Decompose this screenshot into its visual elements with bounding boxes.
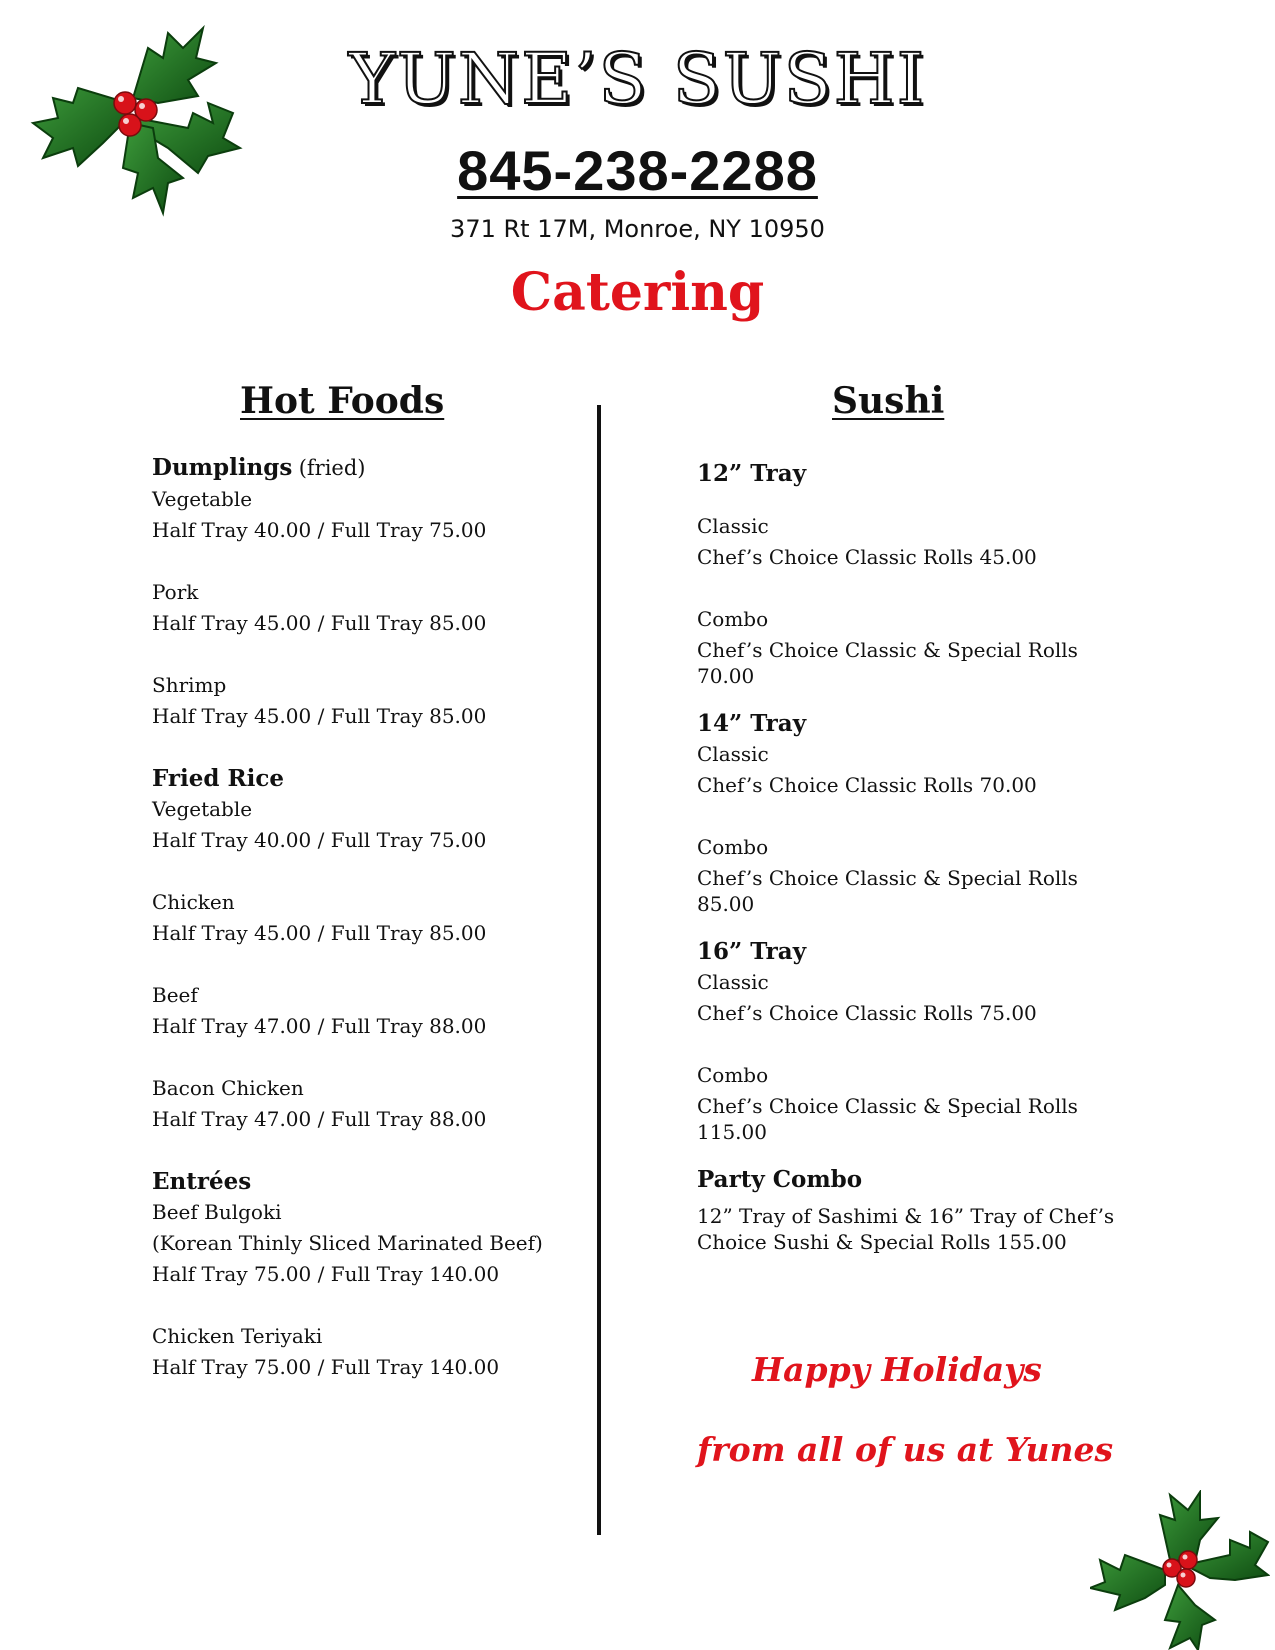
entrees-section: [152, 1166, 572, 1383]
section-note: (fried): [298, 456, 366, 480]
item-price: Half Tray 40.00 / Full Tray 75.00: [152, 828, 487, 852]
item-price: Half Tray 47.00 / Full Tray 88.00: [152, 1107, 487, 1131]
section-title: Dumplings: [152, 454, 293, 481]
combo-description: Chef’s Choice Classic & Special Rolls: [697, 1094, 1078, 1118]
sushi-heading: Sushi: [832, 380, 945, 422]
combo-price: 115.00: [697, 1120, 767, 1144]
tray-16-section: [697, 936, 1147, 1142]
tray-14-section: [697, 708, 1147, 914]
section-title: Entrées: [152, 1168, 252, 1195]
item-price: Half Tray 75.00 / Full Tray 140.00: [152, 1355, 500, 1379]
phone-number-text: 845-238-2288: [457, 139, 818, 202]
classic-label: Classic: [697, 742, 769, 766]
holiday-greeting-line2: from all of us at Yunes: [697, 1430, 1114, 1469]
sushi-column: [697, 458, 1147, 1255]
item-name: Shrimp: [152, 673, 227, 697]
column-divider: [597, 405, 601, 1535]
fried-rice-section: [152, 763, 572, 1135]
item-name: Chicken Teriyaki: [152, 1324, 323, 1348]
section-title: 14” Tray: [697, 710, 807, 737]
item-name: Vegetable: [152, 797, 253, 821]
section-title: Party Combo: [697, 1166, 863, 1193]
item-price: Half Tray 47.00 / Full Tray 88.00: [152, 1014, 487, 1038]
party-combo-line: 12” Tray of Sashimi & 16” Tray of Chef’s: [697, 1204, 1115, 1228]
item-name: Bacon Chicken: [152, 1076, 304, 1100]
item-price: Half Tray 45.00 / Full Tray 85.00: [152, 921, 487, 945]
combo-label: Combo: [697, 607, 769, 631]
dumplings-section: [152, 452, 572, 732]
combo-description: Chef’s Choice Classic & Special Rolls: [697, 638, 1078, 662]
party-combo-line: Choice Sushi & Special Rolls 155.00: [697, 1230, 1067, 1254]
party-combo-section: [697, 1164, 1147, 1255]
item-price: Half Tray 45.00 / Full Tray 85.00: [152, 704, 487, 728]
section-title: Fried Rice: [152, 765, 284, 792]
hot-foods-heading: Hot Foods: [240, 380, 445, 422]
item-description: (Korean Thinly Sliced Marinated Beef): [152, 1231, 543, 1255]
item-price: Half Tray 45.00 / Full Tray 85.00: [152, 611, 487, 635]
item-name: Pork: [152, 580, 199, 604]
classic-label: Classic: [697, 970, 769, 994]
combo-label: Combo: [697, 835, 769, 859]
classic-description: Chef’s Choice Classic Rolls 70.00: [697, 773, 1037, 797]
combo-price: 85.00: [697, 892, 755, 916]
classic-description: Chef’s Choice Classic Rolls 45.00: [697, 545, 1037, 569]
combo-description: Chef’s Choice Classic & Special Rolls: [697, 866, 1078, 890]
holiday-greeting-line1: Happy Holidays: [752, 1350, 1042, 1389]
section-title: 12” Tray: [697, 460, 807, 487]
item-name: Chicken: [152, 890, 235, 914]
item-price: Half Tray 40.00 / Full Tray 75.00: [152, 518, 487, 542]
catering-title: Catering: [510, 262, 765, 323]
combo-price: 70.00: [697, 664, 755, 688]
restaurant-name: YUNE’S SUSHI: [348, 38, 927, 120]
item-name: Vegetable: [152, 487, 253, 511]
address: 371 Rt 17M, Monroe, NY 10950: [450, 215, 825, 243]
holly-icon: [1090, 1490, 1270, 1650]
phone-number: [0, 138, 1275, 203]
tray-12-section: [697, 458, 1147, 686]
item-price: Half Tray 75.00 / Full Tray 140.00: [152, 1262, 500, 1286]
item-name: Beef Bulgoki: [152, 1200, 282, 1224]
hot-foods-column: [152, 452, 572, 1383]
combo-label: Combo: [697, 1063, 769, 1087]
classic-description: Chef’s Choice Classic Rolls 75.00: [697, 1001, 1037, 1025]
classic-label: Classic: [697, 514, 769, 538]
item-name: Beef: [152, 983, 198, 1007]
section-title: 16” Tray: [697, 938, 807, 965]
